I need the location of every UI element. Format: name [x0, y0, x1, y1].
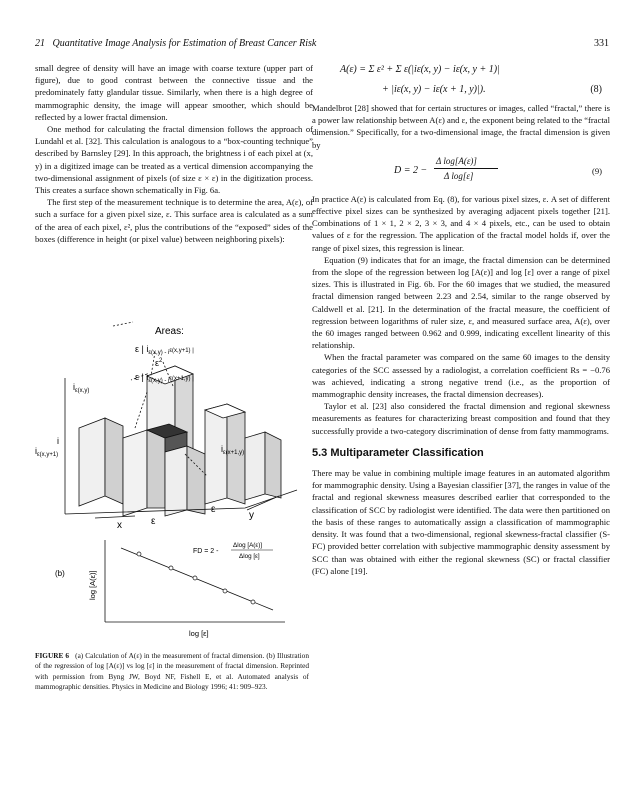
y-axis-label: log [A(ε)]	[88, 570, 97, 600]
data-point	[137, 552, 141, 556]
figure-6b	[35, 534, 315, 646]
data-point	[169, 566, 173, 570]
x-axis-label: log [ε]	[189, 629, 209, 638]
paragraph: One method for calculating the fractal dimension follows the approach of Lundahl et al. [32]. This calculation is analogous to a “box-counting technique” described by Barnsley [29]. In this approach, the brightness i of each pixel at (x, y) in a digitized image can be treated as a vertical dimension accompanying the two-dimensional assignment of pixels (of size ε × ε) in the digitization process. This creates a surface shown schematically in Fig. 6a.	[35, 124, 313, 196]
label-i-xy: $i_{\varepsilon(x,y)}$	[73, 382, 90, 394]
left-column	[35, 62, 313, 245]
axis-eps-label: ε	[151, 516, 156, 527]
equation-8: A(ε) = Σ ε² + Σ ε(|iε(x, y) − iε(x, y + 1)| + |iε(x, y) − iε(x + 1, y)|). (8)	[340, 64, 602, 95]
axis-y-label: y	[249, 510, 254, 521]
label-i-x1y: $i_{\varepsilon(x+1,y)}$	[221, 444, 245, 456]
axis-x-label: x	[117, 520, 122, 530]
axis-i-label: i	[57, 436, 59, 446]
right-column	[312, 62, 610, 577]
paragraph: In practice A(ε) is calculated from Eq. (8), for various pixel sizes, ε. A set of different effective pixel sizes can be synthesized by averaging adjacent pixels together [21]. Combinations of 1 × 1, 2 × 2, 3 × 3, and 4 × 4 pixels, etc., can be used to obtain values of ε for the regression. The application of the fractal model holds if, over the range of pixel sizes, this regression is linear.	[312, 193, 610, 253]
running-title: 21 Quantitative Image Analysis for Estimation of Breast Cancer Risk	[35, 38, 317, 49]
formula-numerator: Δlog [A(ε)]	[233, 542, 263, 549]
area-eps-squared: $\varepsilon^2$	[155, 358, 163, 368]
figure-6a	[35, 318, 315, 530]
areas-title: Areas:	[155, 326, 184, 337]
running-header	[35, 38, 609, 52]
panel-label-b: (b)	[55, 569, 65, 578]
paragraph: Mandelbrot [28] showed that for certain structures or images, called “fractal,” there is a power law relationship between A(ε) and ε, the exponent being related to the “fractal dimension.” Specifically, for a two-dimensional image, the fractal dimension is given by	[312, 103, 610, 150]
data-point	[251, 600, 255, 604]
equation-number: (8)	[590, 84, 602, 95]
area-term-1: ε | $i_{\varepsilon(x,y) - i}^{\varepsilon(x,y+1) |}$	[135, 344, 194, 356]
area-term-2: ε | $i_{\varepsilon(x,y) - i}^{\varepsilon(x+1,y) |}$	[135, 372, 194, 384]
section-heading: 5.3 Multiparameter Classification	[312, 446, 484, 459]
equation-9: D = 2 − Δ log[A(ε)] Δ log[ε] (9)	[394, 155, 602, 181]
paragraph: There may be value in combining multiple image features in an automated algorithm for mammographic density. Using a Bayesian classifier [37], the ranges in value of the fractal and regional skewness measures described earlier that corresponded to the classification of SCC by radiologist were identified. The data were then partitioned on the basis of these ranges to automatically assign a classification of mammographic density. It was found that a two-dimensional, regional skewness-fractal classifier (S-FC) provided better correlation with subjective mammographic density assessment by SCC than was obtained with either the regional skewness (SC) or fractal classifier (FC) alone [19].	[312, 468, 610, 576]
paragraph: small degree of density will have an image with coarse texture (upper part of figure), due to good contrast between the connective tissue and the predominately fatty glandular tissue. Similarly, when there is a high degree of mammographic density, the image will appear smoother, which should be reflected by a lower fractal dimension.	[35, 63, 313, 122]
formula-denominator: Δlog [ε]	[239, 553, 260, 560]
data-point	[193, 576, 197, 580]
label-i-xy1: $i_{\varepsilon(x,y+1)}$	[35, 446, 59, 458]
formula-fd: FD = 2 -	[193, 548, 219, 555]
axis-eps-label: ε	[211, 504, 216, 515]
paragraph: When the fractal parameter was compared on the same 60 images to the density categories of the SCC assessed by a radiologist, a correlation coefficient Rs = −0.76 was achieved, indicating a strong negative trend (i.e., as the proportion of mammographic density increases, the fractal dimension decreases).	[312, 352, 610, 400]
data-points	[137, 552, 255, 604]
figure-caption: FIGURE 6 (a) Calculation of A(ε) in the measurement of fractal dimension. (b) Illustration of the regression of log [A(ε)] vs log [ε] in the measurement of fractal dimension. Reprinted with permission from Byng JW, Boyd NF, Fishell E, et al. Automated analysis of mammographic densities. Physics in Medicine and Biology 1996; 41: 909–923.	[35, 651, 309, 692]
page-number: 331	[594, 38, 609, 49]
paragraph: Taylor et al. [23] also considered the fractal dimension and regional skewness measurements as features for characterizing breast composition and found that they successfully provide a two-category discrimination of dense from fatty mammograms.	[312, 401, 610, 436]
equation-number: (9)	[591, 165, 602, 176]
data-point	[223, 589, 227, 593]
paragraph: The first step of the measurement technique is to determine the area, A(ε), of such a surface for a given pixel size, ε. This surface area is calculated as a sum of the area of each pixel, ε², plus the contributions of the “exposed” sides of the boxes (difference in height (or pixel value) between neighboring pixels):	[35, 197, 313, 244]
paragraph: Equation (9) indicates that for an image, the fractal dimension can be determined from the slope of the regression between log [A(ε)] and log [ε] over a range of pixel sizes. This is illustrated in Fig. 6b. For the 60 images that we studied, the measured fractal dimension ranged between 2.23 and 2.54, similar to the range observed by Caldwell et al. [21]. In the determination of the fractal measure, the coefficient of regression between logarithms of ruler size, ε, and measured surface area, A(ε), over the 60 images ranged between 0.962 and 0.999, indicating excellent linearity of this relationship.	[312, 254, 610, 351]
